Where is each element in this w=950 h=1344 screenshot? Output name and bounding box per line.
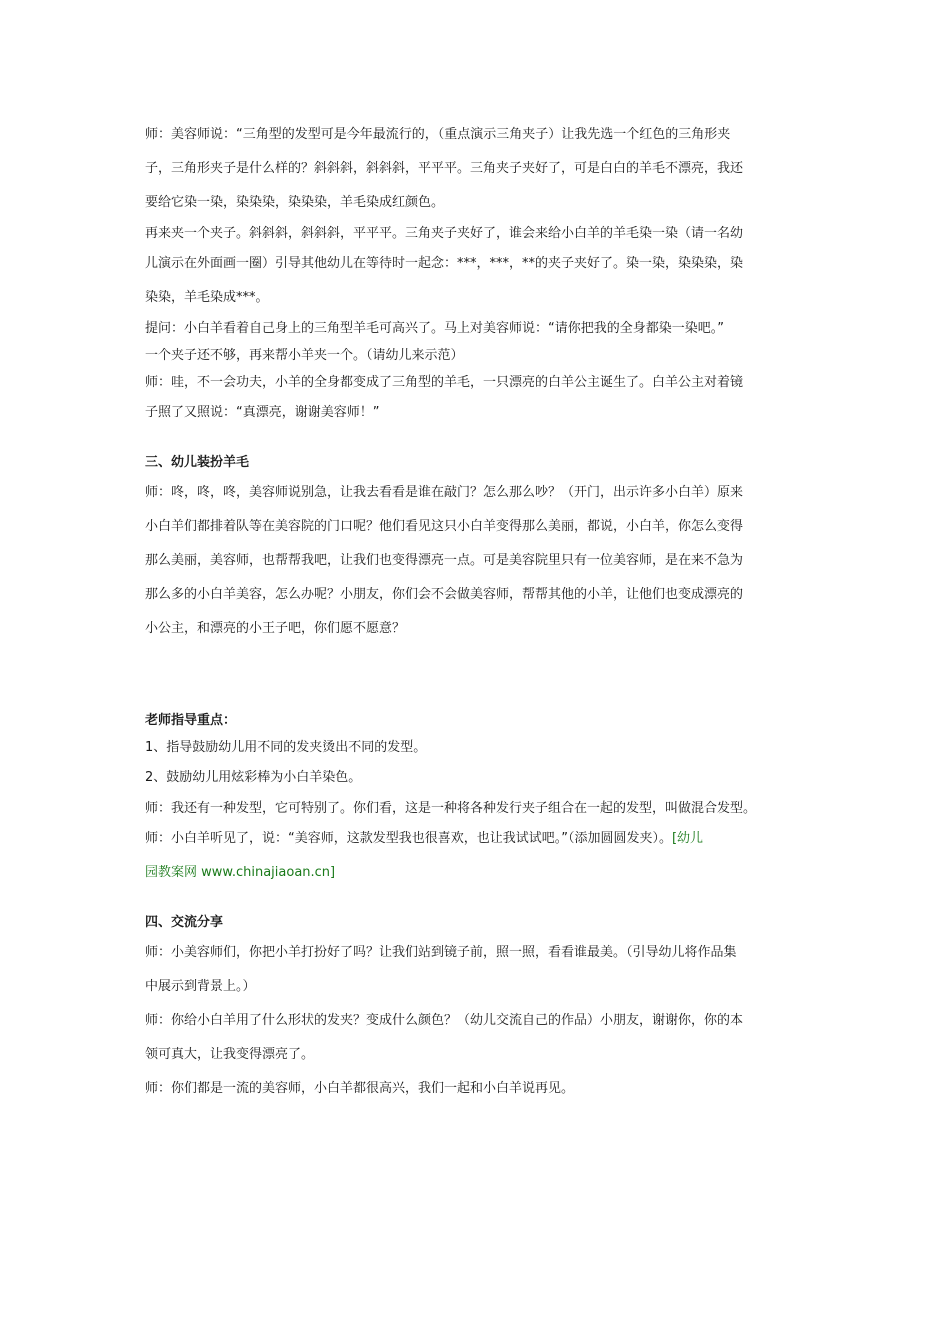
paragraph-line: 那么多的小白羊美容，怎么办呢？小朋友，你们会不会做美容师，帮帮其他的小羊，让他们也变成漂亮的	[145, 587, 744, 602]
paragraph-line: 师：你给小白羊用了什么形状的发夹？变成什么颜色？（幼儿交流自己的作品）小朋友，谢谢你，你的本	[145, 1013, 744, 1028]
paragraph-line: 儿演示在外面画一圈）引导其他幼儿在等待时一起念：***，***，**的夹子夹好了。染一染，染染染，染	[145, 256, 744, 271]
document-page	[145, 118, 817, 1106]
paragraph-line: 师：小美容师们，你把小羊打扮好了吗？让我们站到镜子前，照一照，看看谁最美。（引导幼儿将作品集	[145, 945, 737, 960]
paragraph-line: 那么美丽，美容师，也帮帮我吧，让我们也变得漂亮一点。可是美容院里只有一位美容师，是在来不急为	[145, 553, 744, 568]
paragraph-line: 提问：小白羊看着自己身上的三角型羊毛可高兴了。马上对美容师说：“请你把我的全身都染一染吧。”	[145, 321, 724, 336]
paragraph-line: 师：美容师说：“三角型的发型可是今年最流行的，（重点演示三角夹子）让我先选一个红色的三角形夹	[145, 127, 731, 142]
section-demo	[145, 118, 817, 430]
source-link[interactable]: 园教案网 www.chinajiaoan.cn]	[145, 865, 336, 880]
paragraph-line: 小白羊们都排着队等在美容院的门口呢？他们看见这只小白羊变得那么美丽，都说，小白羊，你怎么变得	[145, 519, 744, 534]
source-link[interactable]: [幼儿	[671, 831, 704, 846]
paragraph-line: 子照了又照说：“真漂亮，谢谢美容师！”	[145, 405, 380, 420]
paragraph-line: 师：哇，不一会功夫，小羊的全身都变成了三角型的羊毛，一只漂亮的白羊公主诞生了。白羊公主对着镜	[145, 375, 744, 390]
section-heading: 三、幼儿装扮羊毛	[145, 455, 250, 470]
paragraph-line: 1、指导鼓励幼儿用不同的发夹烫出不同的发型。	[145, 740, 427, 755]
paragraph-line: 2、鼓励幼儿用炫彩棒为小白羊染色。	[145, 770, 362, 785]
paragraph-text: 师：小白羊听见了，说：“美容师，这款发型我也很喜欢，也让我试试吧。”（添加圆圆发夹）。	[145, 831, 672, 846]
paragraph-line: 再来夹一个夹子。斜斜斜，斜斜斜，平平平。三角夹子夹好了，谁会来给小白羊的羊毛染一染（请一名幼	[145, 226, 744, 241]
paragraph-line	[145, 856, 817, 890]
paragraph-line: 师：你们都是一流的美容师，小白羊都很高兴，我们一起和小白羊说再见。	[145, 1081, 575, 1096]
paragraph-line: 一个夹子还不够，再来帮小羊夹一个。（请幼儿来示范）	[145, 348, 464, 363]
paragraph-line: 领可真大，让我变得漂亮了。	[145, 1047, 315, 1062]
section-heading: 老师指导重点：	[145, 713, 237, 728]
section-dress-up	[145, 450, 817, 646]
paragraph-line: 中展示到背景上。）	[145, 979, 256, 994]
paragraph-line	[145, 822, 817, 856]
section-teacher-guide	[145, 708, 817, 890]
paragraph-line: 小公主，和漂亮的小王子吧，你们愿不愿意？	[145, 621, 406, 636]
section-share	[145, 910, 817, 1106]
section-heading: 四、交流分享	[145, 915, 224, 930]
paragraph-line: 师：我还有一种发型，它可特别了。你们看，这是一种将各种发行夹子组合在一起的发型，叫做混合发型。	[145, 801, 757, 816]
paragraph-line: 师：咚，咚，咚，美容师说别急，让我去看看是谁在敲门？怎么那么吵？（开门，出示许多小白羊）原来	[145, 485, 744, 500]
paragraph-line: 子，三角形夹子是什么样的？斜斜斜，斜斜斜，平平平。三角夹子夹好了，可是白白的羊毛不漂亮，我还	[145, 161, 744, 176]
paragraph-line: 染染，羊毛染成***。	[145, 290, 269, 305]
paragraph-line: 要给它染一染，染染染，染染染，羊毛染成红颜色。	[145, 195, 445, 210]
